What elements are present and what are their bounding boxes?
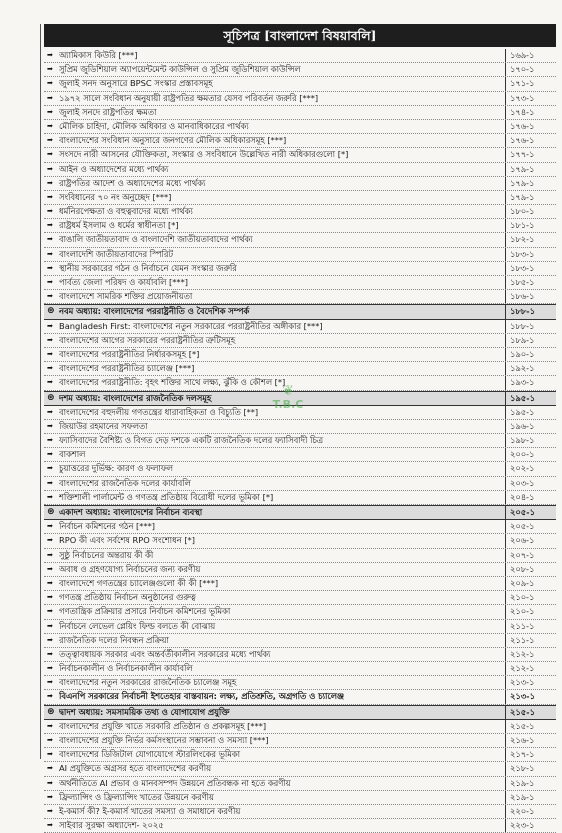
entry-title: গণতান্ত্রিক প্রক্রিয়ার প্রসারে নির্বাচন কমিশনের ভূমিকা — [59, 606, 231, 617]
entry-title: দ্বাদশ অধ্যায়: সমসাময়িক তথ্য ও যোগাযোগ প্রযুক্তি — [59, 706, 230, 717]
entry-title: অ্যামিকাস কিউরি [***] — [59, 50, 138, 60]
arrow-bullet-icon: ➡ — [47, 593, 53, 602]
page-number: ১৮০-১ — [505, 205, 556, 218]
page-number: ১৮৩-১ — [505, 248, 556, 261]
page-number: ২০০-১ — [505, 448, 556, 461]
chapter-bullet-icon: ⊛ — [47, 507, 55, 517]
entry-title: জিয়াউর রহমানের সফলতা — [59, 420, 148, 431]
page-number: ২১৩-১ — [505, 690, 556, 703]
page-number: ১৯৬-১ — [505, 420, 556, 433]
contents-row — [44, 462, 556, 476]
contents-row — [44, 262, 556, 276]
entry-title: বাঙালি জাতীয়তাবাদ ও বাংলাদেশি জাতীয়তাবাদের পার্থক্য — [59, 234, 253, 245]
contents-row — [44, 77, 556, 91]
contents-row — [44, 106, 556, 120]
entry-title: বাংলাদেশের সংবিধান অনুসারে জনগণের মৌলিক অধিকারসমূহ [***] — [59, 135, 287, 146]
entry-title: নির্বাচনে লেভেল প্লেয়িং ফিল্ড বলতে কী বোঝায় — [59, 620, 216, 631]
entry-title: Bangladesh First: বাংলাদেশের নতুন সরকারের পররাষ্ট্রনীতির অঙ্গীকার [***] — [59, 320, 323, 331]
page-number: ২০৬-১ — [505, 534, 556, 547]
page-number: ২১২-১ — [505, 648, 556, 661]
arrow-bullet-icon: ➡ — [47, 806, 53, 815]
contents-row — [44, 605, 556, 619]
page-number: ২০৪-১ — [505, 491, 556, 504]
arrow-bullet-icon: ➡ — [47, 321, 53, 330]
contents-row — [44, 534, 556, 548]
page-number: ২০৯-১ — [505, 577, 556, 590]
page-number: ২২০-১ — [505, 805, 556, 818]
page-number: ১৮৮-১ — [505, 305, 556, 318]
page-number: ১৭৯-১ — [505, 177, 556, 190]
contents-row — [44, 819, 556, 833]
chapter-bullet-icon: ⊛ — [47, 306, 55, 317]
arrow-bullet-icon: ➡ — [47, 436, 53, 445]
entry-title: বাকশাল — [59, 449, 86, 460]
page-number: ১৮৬-১ — [505, 290, 556, 303]
chapter-heading-row — [44, 705, 556, 720]
contents-row — [44, 577, 556, 591]
page-number: ২১২-১ — [505, 662, 556, 675]
arrow-bullet-icon: ➡ — [47, 107, 53, 116]
contents-row — [44, 362, 556, 376]
page-number: ২০২-১ — [505, 462, 556, 475]
page-number: ১৬৯-১ — [505, 49, 556, 62]
contents-row — [44, 420, 556, 434]
entry-title: বাংলাদেশে সামরিক শক্তির প্রয়োজনীয়তা — [59, 291, 193, 302]
entry-title: সুপ্রিম জুডিশিয়াল অ্যাপয়েন্টমেন্ট কাউন্সিল ও সুপ্রিম জুডিশিয়াল কাউন্সিল — [59, 64, 301, 75]
arrow-bullet-icon: ➡ — [47, 378, 53, 387]
contents-row — [44, 163, 556, 177]
contents-row — [44, 648, 556, 662]
page-number: ১৯৫-১ — [505, 406, 556, 419]
arrow-bullet-icon: ➡ — [47, 550, 53, 559]
page-number: ২২৩-১ — [505, 819, 556, 832]
arrow-bullet-icon: ➡ — [47, 421, 53, 430]
entry-title: স্থানীয় সরকারের গঠন ও নির্বাচনে যেমন সংস্কার জরুরি — [59, 262, 237, 273]
contents-row — [44, 805, 556, 819]
watermark-logo: ❦ T.B.C — [268, 384, 308, 418]
page-number: ২১৯-১ — [505, 777, 556, 790]
page-number: ২১৯-১ — [505, 791, 556, 804]
page-number: ২০৫-১ — [505, 520, 556, 533]
page-edge-line — [40, 24, 41, 759]
arrow-bullet-icon: ➡ — [47, 649, 53, 658]
entry-title: বাংলাদেশের ডিজিটাল যোগাযোগে স্টারলিংকের ভূমিকা — [59, 749, 241, 760]
contents-row — [44, 191, 556, 205]
contents-row — [44, 662, 556, 676]
entry-title: সংবিধানের ৭০ নং অনুচ্ছেদ [***] — [59, 191, 172, 202]
arrow-bullet-icon: ➡ — [47, 492, 53, 501]
entry-title: সংসদে নারী আসনের যৌক্তিকতা, সংস্কার ও সংবিধানে উল্লেখিত নারী অধিকারগুলো [*] — [59, 149, 349, 160]
entry-title: বাংলাদেশের প্রযুক্তি খাতে সরকারি প্রতিষ্ঠান ও প্রকল্পসমূহ [***] — [59, 720, 267, 731]
watermark-text: T.B.C — [272, 398, 304, 411]
entry-title: ধর্মনিরপেক্ষতা ও বহুত্ববাদের মধ্যে পার্থক্য — [59, 206, 193, 217]
arrow-bullet-icon: ➡ — [47, 607, 53, 616]
contents-row — [44, 477, 556, 491]
arrow-bullet-icon: ➡ — [47, 750, 53, 759]
entry-title: মৌলিক চাহিদা, মৌলিক অধিকার ও মানবাধিকারের পার্থক্য — [59, 120, 249, 131]
entry-title: নির্বাচনকালীন ও নির্বাচনকালীন কার্যাবলি — [59, 663, 193, 674]
contents-row — [44, 563, 556, 577]
arrow-bullet-icon: ➡ — [47, 764, 53, 773]
entry-title: AI প্রযুক্তিতে অগ্রসর হতে বাংলাদেশের করণীয় — [59, 763, 211, 774]
arrow-bullet-icon: ➡ — [47, 178, 53, 187]
contents-row — [44, 348, 556, 362]
contents-row — [44, 248, 556, 262]
contents-row — [44, 49, 556, 63]
chapter-bullet-icon: ⊛ — [47, 392, 55, 403]
arrow-bullet-icon: ➡ — [47, 335, 53, 344]
entry-title: সাইবার সুরক্ষা অধ্যাদেশ- ২০২৫ — [59, 820, 164, 831]
entry-title: বাংলাদেশের পররাষ্ট্রনীতির নির্ধারকসমূহ [*] — [59, 348, 200, 359]
entry-title: বাংলাদেশের পররাষ্ট্রনীতির চ্যালেঞ্জ [***] — [59, 363, 195, 374]
arrow-bullet-icon: ➡ — [47, 678, 53, 687]
contents-row — [44, 734, 556, 748]
page-number: ২১৮-১ — [505, 762, 556, 775]
entry-title: অর্থনীতিতে AI প্রভাব ও মানবসম্পদ উন্নয়নে প্রতিবন্ধক না হতে করণীয় — [59, 777, 291, 788]
arrow-bullet-icon: ➡ — [47, 721, 53, 730]
arrow-bullet-icon: ➡ — [47, 536, 53, 545]
arrow-bullet-icon: ➡ — [47, 621, 53, 630]
page-number: ২১১-১ — [505, 620, 556, 633]
entry-title: বাংলাদেশি জাতীয়তাবাদের স্পিরিট — [59, 248, 174, 259]
page-number: ১৯৮-১ — [505, 434, 556, 447]
page-number: ১৮৫-১ — [505, 276, 556, 289]
entry-title: বাংলাদেশের প্রযুক্তি নির্ভর কর্মসংস্থানের সম্ভাবনা ও সমস্যা [***] — [59, 735, 269, 745]
chapter-heading-row — [44, 505, 556, 520]
page-number: ১৭৬-১ — [505, 120, 556, 133]
page-number: ১৭৯-১ — [505, 191, 556, 204]
page-number: ১৭৩-১ — [505, 92, 556, 105]
contents-header: সূচিপত্র [বাংলাদেশ বিষয়াবলি] — [44, 24, 556, 47]
contents-row — [44, 620, 556, 634]
page-number: ১৭৪-১ — [505, 106, 556, 119]
arrow-bullet-icon: ➡ — [47, 93, 53, 102]
entry-title: বাংলাদেশের নতুন সরকারের রাজনৈতিক চ্যালেঞ্জ সমূহ — [59, 677, 237, 688]
entry-title: বাংলাদেশের বহুদলীয় গণতন্ত্রের ধারাবাহিকতা ও বিচ্যুতি [**] — [59, 406, 259, 417]
arrow-bullet-icon: ➡ — [47, 736, 53, 744]
contents-row — [44, 205, 556, 219]
contents-row — [44, 748, 556, 762]
arrow-bullet-icon: ➡ — [47, 364, 53, 373]
contents-row — [44, 549, 556, 563]
page-number: ১৯০-১ — [505, 348, 556, 361]
arrow-bullet-icon: ➡ — [47, 407, 53, 416]
arrow-bullet-icon: ➡ — [47, 522, 53, 531]
entry-title: রাজনৈতিক দলের নিবন্ধন প্রক্রিয়া — [59, 634, 169, 645]
entry-title: রাষ্ট্রধর্ম ইসলাম ও ধর্মের স্বাধীনতা [*] — [59, 220, 179, 231]
entry-title: সুষ্ঠু নির্বাচনের অন্তরায় কী কী — [59, 549, 154, 560]
contents-row — [44, 92, 556, 106]
arrow-bullet-icon: ➡ — [47, 692, 53, 701]
arrow-bullet-icon: ➡ — [47, 478, 53, 487]
arrow-bullet-icon: ➡ — [47, 221, 53, 230]
entry-title: ১৯৭২ সালে সংবিধান অনুযায়ী রাষ্ট্রপতির ক্ষমতার যেসব পরিবর্তন জরুরি [***] — [59, 92, 319, 103]
page-number: ১৭০-১ — [505, 63, 556, 76]
entry-title: রাষ্ট্রপতির আদেশ ও অধ্যাদেশের মধ্যে পার্থক্য — [59, 177, 206, 188]
entry-title: দশম অধ্যায়: বাংলাদেশের রাজনৈতিক দলসমূহ — [59, 392, 212, 403]
contents-row — [44, 762, 556, 776]
page-number: ২০৮-১ — [505, 563, 556, 576]
contents-row — [44, 219, 556, 233]
contents-row — [44, 233, 556, 247]
page-number: ২০৫-১ — [505, 506, 556, 519]
arrow-bullet-icon: ➡ — [47, 164, 53, 173]
contents-row — [44, 177, 556, 191]
contents-row — [44, 290, 556, 304]
arrow-bullet-icon: ➡ — [47, 635, 53, 644]
entry-title: তত্ত্বাবধায়ক সরকার এবং অন্তর্বর্তীকালীন সরকারের মধ্যে পার্থক্য — [59, 648, 271, 659]
arrow-bullet-icon: ➡ — [47, 664, 53, 673]
chapter-bullet-icon: ⊛ — [47, 706, 55, 717]
entry-title: বাংলাদেশের রাজনৈতিক দলের কার্যাবলি — [59, 477, 191, 488]
entry-title: অবাধ ও গ্রহণযোগ্য নির্বাচনের জন্য করণীয় — [59, 563, 201, 574]
arrow-bullet-icon: ➡ — [47, 65, 53, 74]
entry-title: ফ্রিল্যান্সিং ও ফ্রিল্যান্সিং খাতের উন্নয়নে করণীয় — [59, 791, 214, 802]
entry-title: পার্বত্য জেলা পরিষদ ও কার্যাবলি [***] — [59, 277, 188, 287]
entry-title: ফ্যাসিবাদের বৈশিষ্ট্য ও বিগত দেড় দশকে একটি রাজনৈতিক দলের ফ্যাসিবাদী চিত্র — [59, 435, 323, 446]
entry-title: RPO কী এবং সর্বশেষ RPO সংশোধন [*] — [59, 535, 195, 546]
page-number: ১৯৩-১ — [505, 376, 556, 389]
page-number: ২১৫-১ — [505, 706, 556, 719]
page-number: ২০৩-১ — [505, 477, 556, 490]
contents-row — [44, 520, 556, 534]
contents-row — [44, 120, 556, 134]
arrow-bullet-icon: ➡ — [47, 235, 53, 244]
entry-title: জুলাই সনদে রাষ্ট্রপতির ক্ষমতা — [59, 106, 157, 117]
arrow-bullet-icon: ➡ — [47, 349, 53, 358]
chapter-heading-row — [44, 304, 556, 319]
page-number: ১৮৯-১ — [505, 334, 556, 347]
entry-title: বাংলাদেশের আগের সরকারের পররাষ্ট্রনীতির ত্রুটিসমূহ — [59, 334, 236, 345]
entry-title: বাংলাদেশে গণতন্ত্রের চ্যালেঞ্জগুলো কী কী [***] — [59, 577, 219, 588]
page-number: ২১০-১ — [505, 605, 556, 618]
entry-title: চুয়াত্তরের দুর্ভিক্ষ: কারণ ও ফলাফল — [59, 463, 173, 474]
arrow-bullet-icon: ➡ — [47, 150, 53, 159]
contents-row — [44, 448, 556, 462]
entry-title: বিএনপি সরকারের নির্বাচনী ইশতেহার বাস্তবায়ন: লক্ষ্য, প্রতিশ্রুতি, অগ্রগতি ও চ্যালেঞ্জ — [59, 691, 344, 702]
contents-row — [44, 434, 556, 448]
entry-title: জুলাই সনদ অনুসারে BPSC সংস্কার প্রস্তাবসমূহ — [59, 78, 213, 89]
page-number: ১৭৬-১ — [505, 134, 556, 147]
contents-row — [44, 320, 556, 334]
arrow-bullet-icon: ➡ — [47, 778, 53, 787]
entry-title: বাংলাদেশের পররাষ্ট্রনীতি: বৃহৎ শক্তির সাথে লক্ষ্য, ঝুঁকি ও কৌশল [*] — [59, 377, 286, 388]
page-number: ১৮১-১ — [505, 219, 556, 232]
contents-row — [44, 491, 556, 505]
page-number: ১৯৫-১ — [505, 392, 556, 405]
entry-title: ই-কমার্স কী? ই-কমার্স খাতের সমস্যা ও সমাধানে করণীয় — [59, 805, 241, 816]
arrow-bullet-icon: ➡ — [47, 821, 53, 830]
arrow-bullet-icon: ➡ — [47, 249, 53, 258]
page-number: ২১৭-১ — [505, 748, 556, 761]
arrow-bullet-icon: ➡ — [47, 278, 53, 286]
entry-title: নবম অধ্যায়: বাংলাদেশের পররাষ্ট্রনীতি ও বৈদেশিক সম্পর্ক — [59, 306, 250, 317]
arrow-bullet-icon: ➡ — [47, 207, 53, 216]
contents-row — [44, 791, 556, 805]
entry-title: গণতন্ত্র প্রতিষ্ঠায় নির্বাচন অনুষ্ঠানের গুরুত্ব — [59, 592, 196, 603]
page-number: ২০৭-১ — [505, 549, 556, 562]
page-number: ১৮৮-১ — [505, 320, 556, 333]
arrow-bullet-icon: ➡ — [47, 578, 53, 587]
contents-row — [44, 63, 556, 77]
page-number: ১৭১-১ — [505, 77, 556, 90]
arrow-bullet-icon: ➡ — [47, 136, 53, 145]
contents-row — [44, 334, 556, 348]
arrow-bullet-icon: ➡ — [47, 450, 53, 459]
arrow-bullet-icon: ➡ — [47, 292, 53, 301]
contents-row — [44, 148, 556, 162]
contents-row — [44, 676, 556, 690]
page-number: ১৮২-১ — [505, 233, 556, 246]
arrow-bullet-icon: ➡ — [47, 121, 53, 130]
entry-title: আইন ও অধ্যাদেশের মধ্যে পার্থক্য — [59, 163, 169, 174]
contents-row — [44, 690, 556, 704]
contents-row — [44, 134, 556, 148]
arrow-bullet-icon: ➡ — [47, 51, 53, 59]
contents-list — [44, 49, 556, 833]
page-number: ২১৫-১ — [505, 720, 556, 733]
arrow-bullet-icon: ➡ — [47, 79, 53, 88]
page-number: ২১৩-১ — [505, 676, 556, 689]
entry-title: নির্বাচন কমিশনের গঠন [***] — [59, 521, 155, 532]
contents-row — [44, 591, 556, 605]
page-number: ১৭৭-১ — [505, 148, 556, 161]
page-number: ২১৬-১ — [505, 734, 556, 747]
arrow-bullet-icon: ➡ — [47, 263, 53, 272]
contents-row — [44, 777, 556, 791]
arrow-bullet-icon: ➡ — [47, 564, 53, 573]
contents-row — [44, 634, 556, 648]
entry-title: শক্তিশালী পার্লামেন্ট ও গণতন্ত্র প্রতিষ্ঠায় বিরোধী দলের ভূমিকা [*] — [59, 491, 274, 502]
page-number: ২১০-১ — [505, 591, 556, 604]
page-number: ১৮৩-১ — [505, 262, 556, 275]
entry-title: একাদশ অধ্যায়: বাংলাদেশের নির্বাচন ব্যবস্থা — [59, 507, 203, 517]
page-number: ১৭৯-১ — [505, 163, 556, 176]
contents-row — [44, 720, 556, 734]
arrow-bullet-icon: ➡ — [47, 464, 53, 473]
page-number: ২১১-১ — [505, 634, 556, 647]
arrow-bullet-icon: ➡ — [47, 192, 53, 201]
arrow-bullet-icon: ➡ — [47, 792, 53, 801]
contents-row — [44, 276, 556, 290]
page-number: ১৯২-১ — [505, 362, 556, 375]
